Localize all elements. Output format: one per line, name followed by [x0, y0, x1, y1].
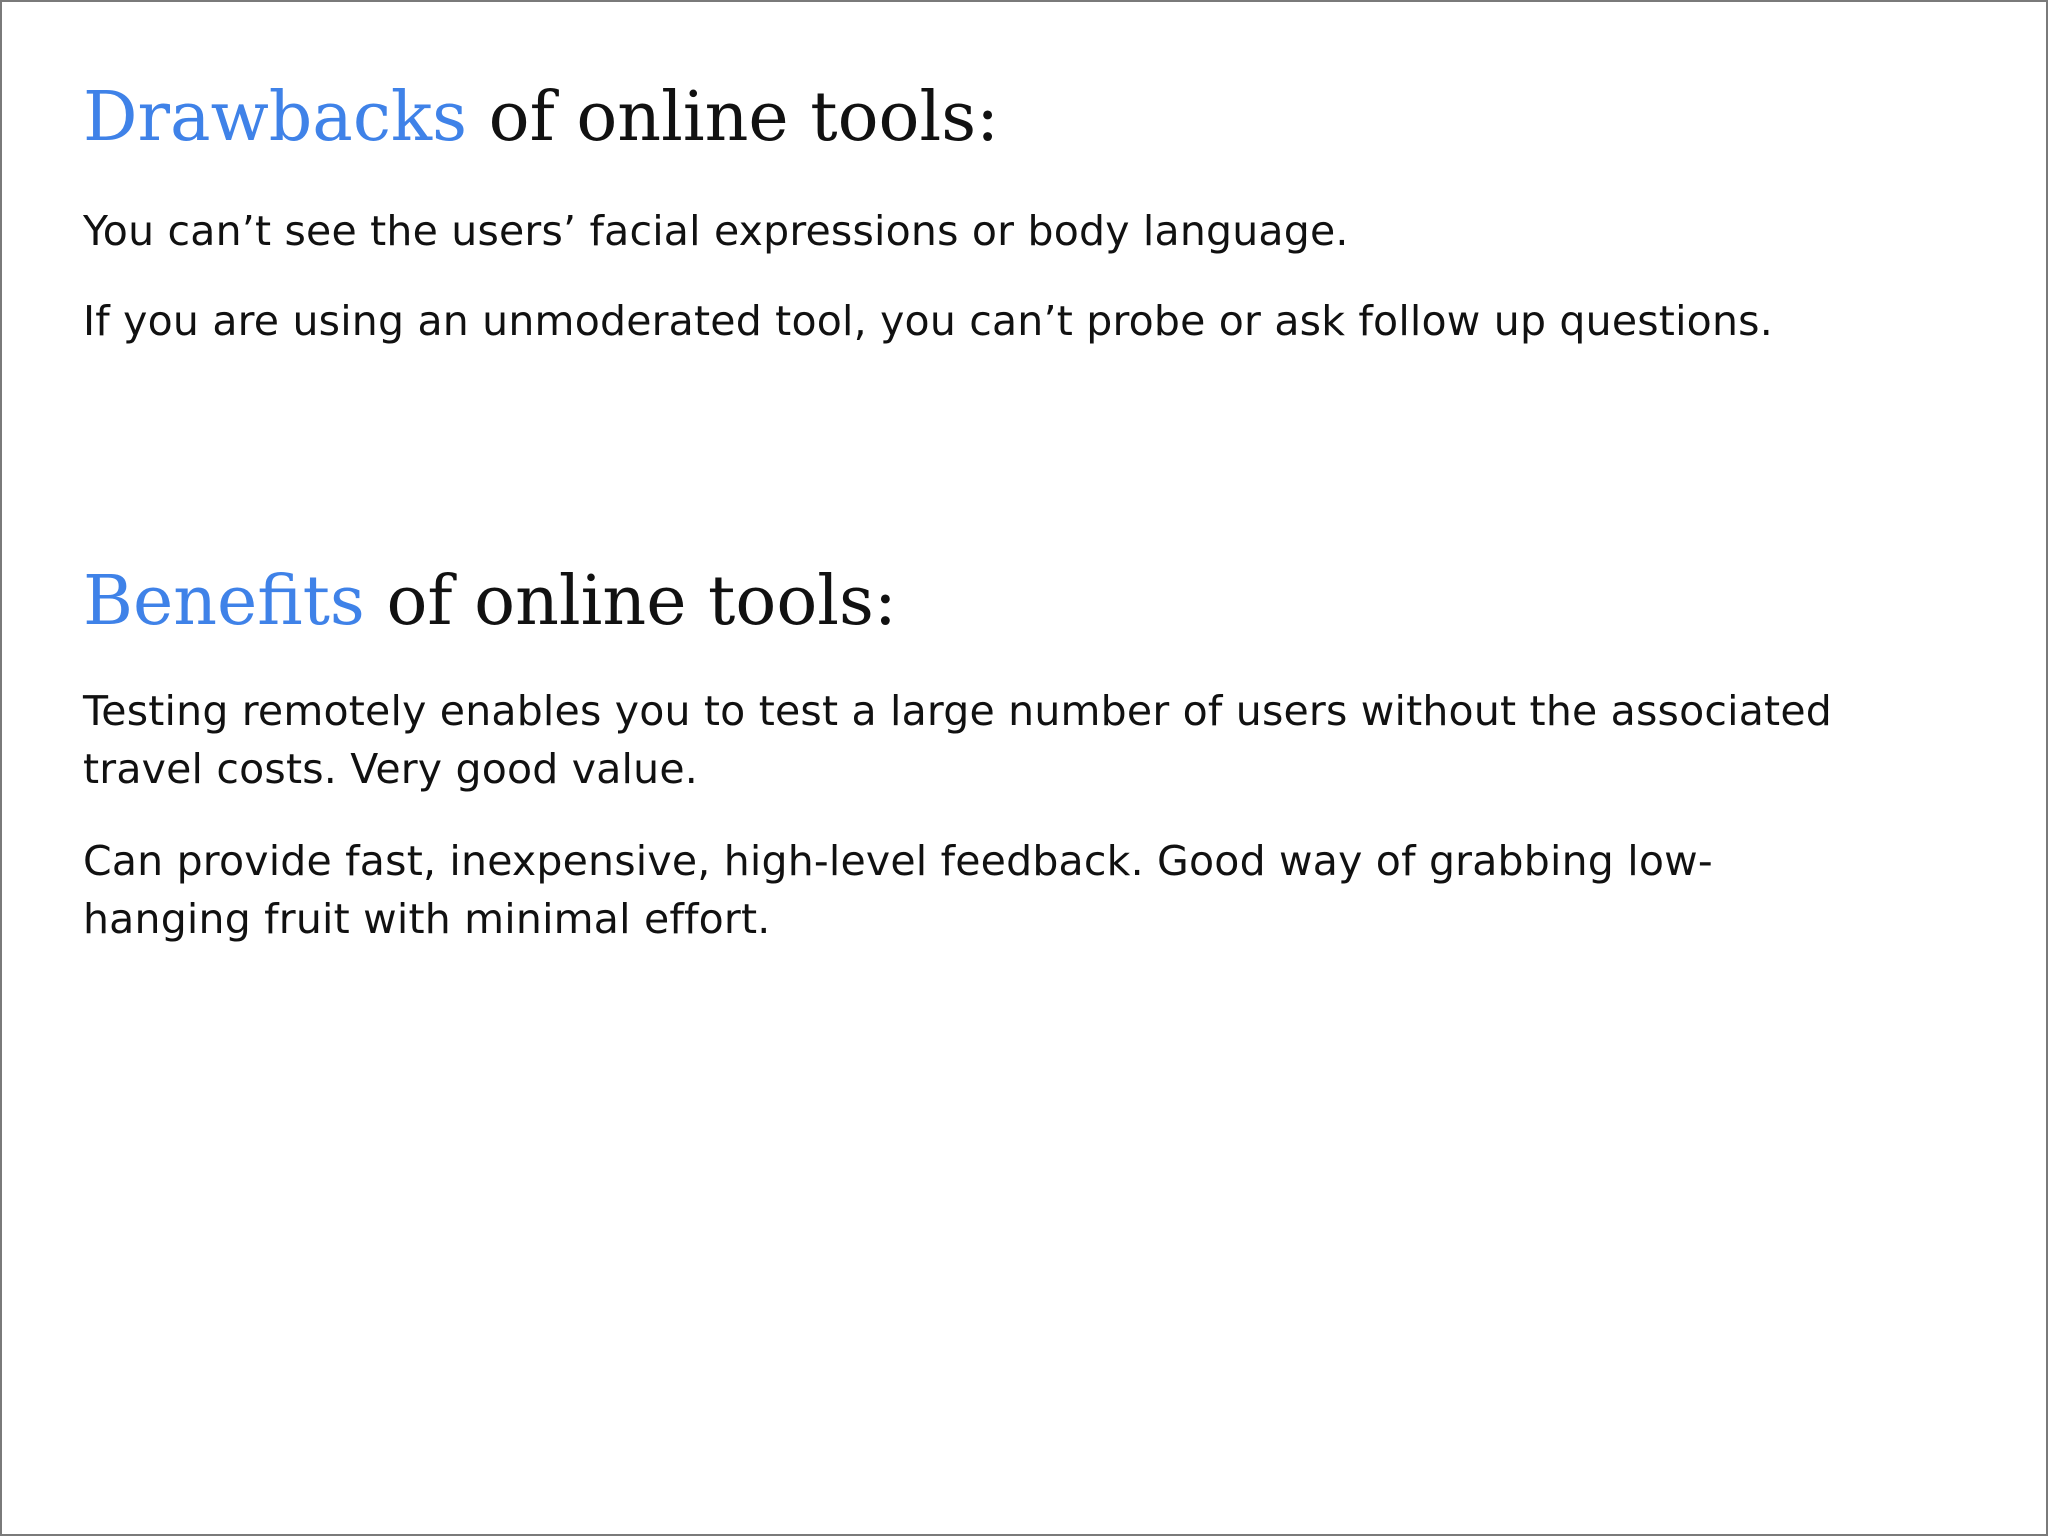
benefits-section — [83, 558, 1983, 948]
drawbacks-heading — [83, 74, 1983, 162]
drawbacks-heading-accent: Drawbacks — [83, 78, 468, 157]
benefits-heading-rest: of online tools: — [364, 562, 897, 641]
benefit-point: Can provide fast, inexpensive, high-level feedback. Good way of grabbing low-hanging fruit with minimal effort. — [83, 837, 1713, 943]
benefits-heading-accent: Benefits — [83, 562, 365, 641]
drawbacks-section — [83, 74, 1983, 350]
drawbacks-heading-rest: of online tools: — [467, 78, 1000, 157]
drawback-point: You can’t see the users’ facial expressions or body language. — [83, 207, 1349, 255]
benefit-point: Testing remotely enables you to test a large number of users without the associated travel costs. Very good value. — [83, 687, 1832, 793]
benefits-heading — [83, 558, 1983, 646]
drawback-point: If you are using an unmoderated tool, you can’t probe or ask follow up questions. — [83, 297, 1773, 345]
